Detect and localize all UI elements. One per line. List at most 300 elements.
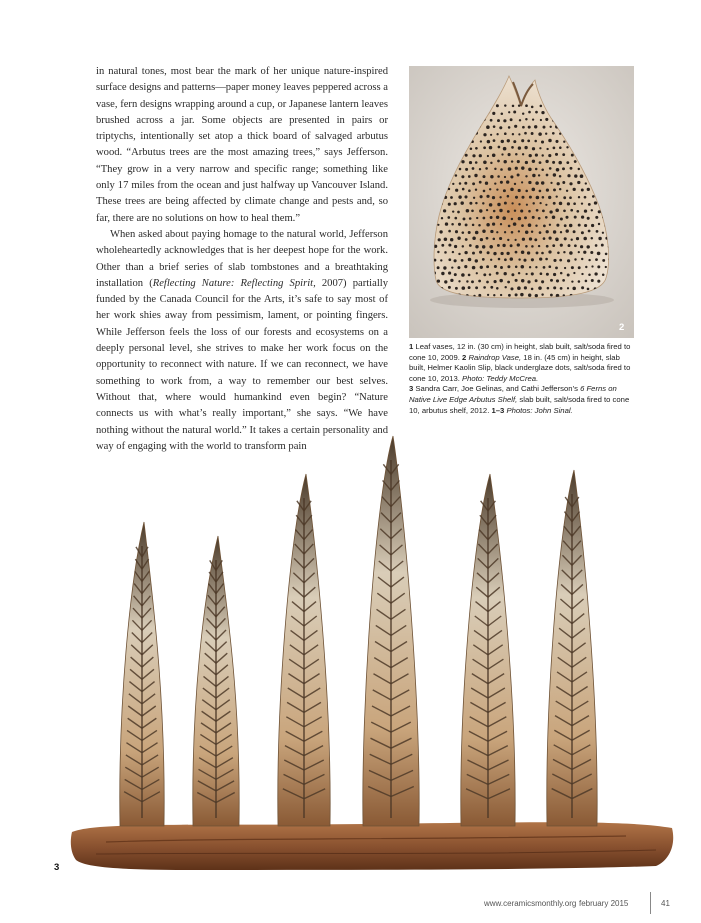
vase-dot <box>508 167 512 171</box>
caption-number: 2 <box>462 352 467 362</box>
vase-dot <box>521 181 523 183</box>
vase-dot <box>580 245 583 248</box>
vase-dot <box>499 196 501 198</box>
vase-dot <box>536 251 539 254</box>
vase-dot <box>536 209 539 212</box>
vase-dot <box>519 119 521 121</box>
vase-dot <box>597 280 600 283</box>
vase-dot <box>492 196 495 199</box>
vase-dot <box>494 265 497 268</box>
vase-dot <box>469 217 472 220</box>
vase-dot <box>545 160 548 163</box>
vase-dot <box>464 251 467 254</box>
vase-dot <box>503 119 506 122</box>
vase-dot <box>568 244 571 247</box>
vase-dot <box>504 272 507 275</box>
vase-dot <box>559 188 561 190</box>
vase-dot <box>522 126 525 129</box>
vase-dot <box>556 168 560 172</box>
vase-dot <box>518 133 520 135</box>
vase-dot <box>492 112 495 115</box>
vase-dot <box>521 139 524 142</box>
vase-dot <box>493 125 496 128</box>
vase-dot <box>524 286 527 289</box>
vase-dot <box>555 209 559 213</box>
caption-number: 1–3 <box>491 405 505 415</box>
vase-dot <box>540 105 543 108</box>
vase-dot <box>490 134 492 136</box>
vase-dot <box>543 237 546 240</box>
vase-dot <box>578 196 580 198</box>
photo-credit: Photo: Teddy McCrea. <box>462 373 539 383</box>
vase-dot <box>494 280 497 283</box>
vase-dot <box>572 287 576 291</box>
vase-dot <box>566 190 568 192</box>
vase-dot <box>496 216 499 219</box>
vase-dot <box>511 160 513 162</box>
vase-dot <box>578 168 580 170</box>
vase-dot <box>520 209 523 212</box>
vase-dot <box>512 105 515 108</box>
vase-dot <box>571 280 573 282</box>
vase-dot <box>486 265 489 268</box>
vase-dot <box>556 224 559 227</box>
vase-dot <box>550 182 552 184</box>
vase-dot <box>496 133 498 135</box>
vase-dot <box>524 216 527 219</box>
vase-dot <box>496 272 499 275</box>
vase-dot <box>555 267 558 270</box>
vase-dot <box>469 161 472 164</box>
vase-dot <box>602 259 605 262</box>
vase-dot <box>499 237 502 240</box>
vase-dot <box>486 209 488 211</box>
vase-dot <box>559 146 562 149</box>
vase-dot <box>581 273 583 275</box>
vase-dot <box>545 133 547 135</box>
vase-dot <box>480 238 483 241</box>
vase-dot <box>569 224 572 227</box>
vase-dot <box>479 209 482 212</box>
vase-dot <box>576 237 579 240</box>
vase-dot <box>464 182 467 185</box>
vase-dot <box>486 223 490 227</box>
vase-dot <box>538 286 542 290</box>
vase-dot <box>547 287 550 290</box>
vase-dot <box>531 245 534 248</box>
vase-dot <box>513 111 516 114</box>
vase-dot <box>458 253 460 255</box>
vase-dot <box>597 265 600 268</box>
vase-dot <box>503 189 506 192</box>
vase-dot <box>465 154 468 157</box>
vase-dot <box>448 230 451 233</box>
vase-dot <box>455 189 458 192</box>
vase-dot <box>560 272 563 275</box>
vase-dot <box>528 210 531 213</box>
vase-dot <box>475 161 478 164</box>
vase-dot <box>529 237 532 240</box>
vase-dot <box>496 231 498 233</box>
vase-dot <box>517 286 521 290</box>
vase-dot <box>450 238 453 241</box>
vase-dot <box>564 267 566 269</box>
article-paragraph: in natural tones, most bear the mark of her unique nature-inspired surface designs and patterns—paper money leaves peppered across a vase, fern designs wrapping around a cup, or Japanese lantern leaves brushed across a jar. Some objects are presented in pairs or triptychs, intentionally set atop a thick board of salvaged arbutus wood. “Arbutus trees are the most amazing trees,” says Jefferson. “They grow in a very narrow and specific range; something like only 17 miles from the ocean and just halfway up Vancouver Island. These trees are being affected by climate change and pests and, so far, there are no solutions on how to heal them.” <box>96 66 388 224</box>
vase-dot <box>559 175 562 178</box>
vase-dot <box>443 209 446 212</box>
vase-dot <box>489 273 491 275</box>
vase-dot <box>487 140 491 144</box>
vase-dot <box>529 266 531 268</box>
vase-dot <box>518 146 521 149</box>
vase-dot <box>556 279 559 282</box>
vase-dot <box>507 139 510 142</box>
vase-dot <box>539 202 541 204</box>
vase-dot <box>518 272 520 274</box>
vase-dot <box>581 286 584 289</box>
vase-dot <box>591 224 594 227</box>
vase-dot <box>472 154 475 157</box>
vase-dot <box>448 203 451 206</box>
vase-dot <box>555 140 558 143</box>
vase-dot <box>548 139 552 143</box>
vase-dot <box>470 148 473 151</box>
vase-dot <box>541 293 543 295</box>
vase-dot <box>504 176 506 178</box>
vase-dot <box>571 266 574 269</box>
vase-dot <box>535 181 539 185</box>
vase-dot <box>539 257 542 260</box>
vase-dot <box>560 218 563 221</box>
vase-dot <box>493 252 496 255</box>
website-link[interactable]: www.ceramicsmonthly.org <box>484 899 577 908</box>
vase-dot <box>546 245 549 248</box>
vase-dot <box>501 112 504 115</box>
vase-dot <box>469 202 472 205</box>
caption-entries <box>409 342 637 384</box>
vase-dot <box>532 216 535 219</box>
vase-dot <box>448 258 451 261</box>
vase-dot <box>513 222 517 226</box>
vase-dot <box>567 274 570 277</box>
vase-dot <box>525 118 527 120</box>
vase-dot <box>507 210 510 213</box>
vase-dot <box>517 160 520 163</box>
vase-dot <box>443 266 446 269</box>
vase-dot <box>543 126 546 129</box>
vase-dot <box>559 202 563 206</box>
vase-dot <box>522 153 524 155</box>
vase-dot <box>553 202 556 205</box>
vase-dot <box>508 153 511 156</box>
vase-dot <box>454 245 457 248</box>
vase-dot <box>496 188 498 190</box>
figure-number-2: 2 <box>619 322 625 333</box>
vase-dot <box>580 174 584 178</box>
vase-dot <box>482 229 485 232</box>
issue-date: february 2015 <box>579 899 629 908</box>
vase-dot <box>476 217 478 219</box>
vase-dot <box>501 140 504 143</box>
vase-dot <box>455 230 458 233</box>
vase-dot <box>520 293 523 296</box>
vase-dot <box>528 181 531 184</box>
vase-dot <box>451 266 453 268</box>
vase-dot <box>521 265 525 269</box>
vase-dot <box>581 202 583 204</box>
vase-dot <box>465 223 468 226</box>
vase-dot <box>486 125 490 129</box>
vase-dot <box>574 160 577 163</box>
vase-dot <box>511 218 513 220</box>
vase-dot <box>553 173 556 176</box>
vase-dot <box>595 244 598 247</box>
vase-dot <box>468 175 471 178</box>
vase-dot <box>574 244 577 247</box>
article-paragraph <box>96 227 388 455</box>
vase-dot <box>458 223 461 226</box>
vase-dot <box>518 104 520 106</box>
vase-dot <box>522 238 525 241</box>
vase-dot <box>502 216 506 220</box>
vase-dot <box>534 125 537 128</box>
caption-text: Sandra Carr, Joe Gelinas, and Cathi Jefferson’s <box>413 384 581 394</box>
vase-dot <box>452 183 454 185</box>
vase-dot <box>581 215 584 218</box>
vase-dot <box>586 245 589 248</box>
vase-dot <box>475 202 477 204</box>
article-text: 2007) partially funded by the Canada Council for the Arts, it’s safe to say most of her work shies away from pessimism, lament, or pointing fingers. While Jefferson feels the loss of our forests and ecosystems on a deeply personal level, she strives to make her work focus on the opportunity to reconnect with nature. If we can reconnect, we have something to work from, a way to remember our best selves. Without that, where would humankind even begin? “Nature connects us with what’s really important,” she says. “We have nothing without the natural world.” It takes a certain personality and way of engaging with the world to transform pain <box>96 277 389 452</box>
vase-dot <box>573 202 576 205</box>
vase-dot <box>490 286 493 289</box>
vase-dot <box>457 266 460 269</box>
vase-dot <box>576 210 579 213</box>
vase-dot <box>605 266 607 268</box>
vase-dot <box>541 168 544 171</box>
vase-dot <box>540 119 542 121</box>
vase-dot <box>531 258 534 261</box>
vase-dot <box>490 175 493 178</box>
vase-dot <box>466 209 470 213</box>
vase-dot <box>602 274 605 277</box>
vase-dot <box>475 231 479 235</box>
vase-dot <box>543 266 546 269</box>
vase-dot <box>500 168 503 171</box>
vase-dot <box>483 133 486 136</box>
vase-dot <box>518 230 520 232</box>
vase-dot <box>504 202 507 205</box>
vase-dot <box>548 196 551 199</box>
article-body-column <box>96 64 388 455</box>
vase-dot <box>585 182 587 184</box>
vase-dot <box>472 252 475 255</box>
vase-dot <box>475 259 478 262</box>
vase-dot <box>539 190 542 193</box>
vase-dot <box>535 111 538 114</box>
vase-dot <box>462 231 465 234</box>
vase-dot <box>504 231 506 233</box>
vase-dot <box>539 231 542 234</box>
vase-dot <box>539 147 541 149</box>
vase-dot <box>563 141 565 143</box>
vase-dot <box>563 251 565 253</box>
vase-dot <box>598 210 601 213</box>
vase-dot <box>450 279 453 282</box>
vase-dot <box>493 238 496 241</box>
vase-dot <box>521 166 524 169</box>
vase-dot <box>437 266 440 269</box>
vase-dot <box>541 181 544 184</box>
vase-dot <box>527 280 530 283</box>
vase-dot <box>541 154 543 156</box>
vase-dot <box>569 182 572 185</box>
vase-dot <box>573 188 576 191</box>
vase-dot <box>455 174 458 177</box>
vase-dot <box>463 217 466 220</box>
vase-dot <box>542 196 545 199</box>
vase-dot <box>515 239 517 241</box>
vase-dot <box>605 253 608 256</box>
vase-dot <box>512 133 514 135</box>
vase-dot <box>500 266 503 269</box>
page-footer <box>0 896 701 916</box>
vase-dot <box>532 202 534 204</box>
vase-dot <box>584 224 587 227</box>
vase-dot <box>475 189 477 191</box>
vase-dot <box>452 210 454 212</box>
vase-dot <box>573 230 576 233</box>
footer-divider <box>650 892 651 914</box>
vase-dot <box>552 215 556 219</box>
vase-dot <box>490 216 493 219</box>
vase-dot <box>493 210 496 213</box>
vase-dot <box>497 244 500 247</box>
vase-dot <box>565 216 568 219</box>
vase-dot <box>511 231 514 234</box>
vase-dot <box>514 183 516 185</box>
vase-dot <box>549 210 552 213</box>
vase-dot <box>472 237 476 241</box>
vase-dot <box>581 258 583 260</box>
vase-dot <box>521 279 524 282</box>
vase-dot <box>508 225 511 228</box>
vase-dot <box>450 196 453 199</box>
vase-dot <box>465 168 468 171</box>
vase-dot <box>571 239 573 241</box>
vase-dot <box>457 236 460 239</box>
vase-dot <box>574 258 576 260</box>
vase-dot <box>503 147 507 151</box>
vase-dot <box>538 174 540 176</box>
vase-dot <box>546 174 549 177</box>
vase-dot <box>441 244 444 247</box>
vase-dot <box>483 161 487 165</box>
vase-dot <box>588 273 591 276</box>
vase-dot <box>563 209 566 212</box>
vase-dot <box>548 154 551 157</box>
vase-dot <box>462 188 465 191</box>
vase-dot <box>504 258 507 261</box>
vase-dot <box>451 223 454 226</box>
vase-dot <box>585 280 588 283</box>
vase-dot <box>502 244 505 247</box>
vase-dot <box>562 279 565 282</box>
vase-dot <box>553 188 556 191</box>
vase-dot <box>567 202 570 205</box>
vase-dot <box>490 259 492 261</box>
vase-dot <box>479 154 482 157</box>
vase-dot <box>469 244 472 247</box>
vase-dot <box>559 259 562 262</box>
vase-dot <box>548 250 551 253</box>
vase-dot <box>468 274 471 277</box>
vase-dot <box>535 294 538 297</box>
vase-dot <box>553 286 556 289</box>
vase-dot <box>515 196 518 199</box>
vase-dot <box>497 119 500 122</box>
vase-dot <box>468 286 471 289</box>
vase-dot <box>531 106 534 109</box>
vase-dot <box>584 209 587 212</box>
vase-dot <box>587 288 590 291</box>
vase-dot <box>549 167 552 170</box>
vase-dot <box>588 203 591 206</box>
vase-dot <box>494 168 496 170</box>
vase-dot <box>538 217 541 220</box>
vase-dot <box>472 182 475 185</box>
vase-dot <box>545 118 548 121</box>
vase-dot <box>528 294 531 297</box>
vase-dot <box>552 244 555 247</box>
vase-dot <box>548 265 551 268</box>
vase-dot <box>573 272 575 274</box>
vase-dot <box>585 266 587 268</box>
vase-dot <box>525 104 528 107</box>
vase-dot <box>496 104 499 107</box>
vase-dot <box>441 272 444 275</box>
vase-dot <box>486 237 489 240</box>
vase-dot <box>534 238 537 241</box>
vase-dot <box>507 265 510 268</box>
vase-dot <box>482 258 485 261</box>
vase-dot <box>437 279 440 282</box>
vase-dot <box>532 174 535 177</box>
vase-dot <box>566 161 569 164</box>
vase-dot <box>529 196 532 199</box>
caption-title: Raindrop Vase, <box>468 352 522 362</box>
vase-dot <box>596 230 599 233</box>
vase-dot <box>462 286 466 290</box>
vase-dot <box>461 273 465 277</box>
vase-dot <box>556 195 558 197</box>
vase-dot <box>514 209 516 211</box>
vase-dot <box>567 259 570 262</box>
vase-dot <box>472 266 476 270</box>
vase-dot <box>492 154 496 158</box>
vase-dot <box>562 181 565 184</box>
vase-dot <box>437 251 439 253</box>
vase-dot <box>540 272 543 275</box>
vase-dot <box>485 182 488 185</box>
vase-dot <box>594 201 597 204</box>
vase-dot <box>557 182 560 185</box>
caption-title: 6 Ferns on Native Live Edge Arbutus Shelf, <box>409 384 617 404</box>
vase-dot <box>514 125 517 128</box>
vase-dot <box>471 209 474 212</box>
vase-dot <box>472 167 475 170</box>
vase-dot <box>515 266 518 269</box>
vase-dot <box>485 167 488 170</box>
